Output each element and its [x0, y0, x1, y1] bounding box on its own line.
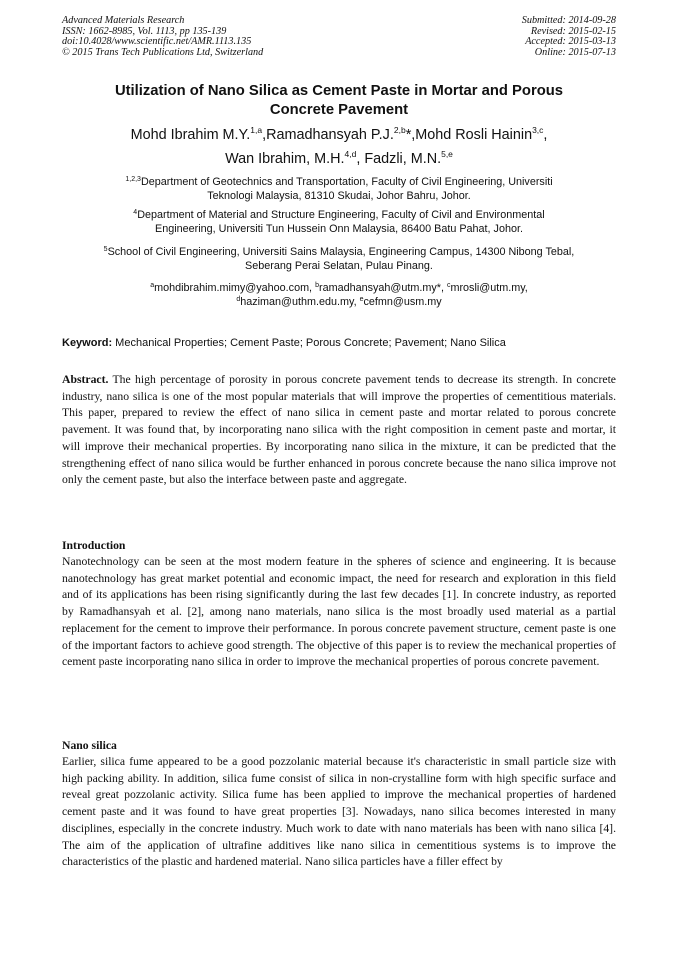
- affiliation-text: Department of Material and Structure Engineering, Faculty of Civil and Environmental: [137, 209, 545, 221]
- date-submitted: Submitted: 2014-09-28: [521, 15, 616, 26]
- email-address: cefmn@usm.my: [363, 295, 442, 308]
- affiliation-text: Department of Geotechnics and Transportation, Faculty of Civil Engineering, Universiti: [140, 176, 553, 188]
- email-address: mohdibrahim.mimy@yahoo.com,: [154, 282, 316, 294]
- date-accepted: Accepted: 2015-03-13: [525, 36, 616, 48]
- journal-doi: doi:10.4028/www.scientific.net/AMR.1113.135: [62, 36, 252, 48]
- keywords: [62, 336, 616, 350]
- author-line-1: [62, 124, 616, 146]
- nano-silica-heading: Nano silica: [62, 739, 117, 752]
- corresponding-mark: *: [405, 127, 412, 143]
- affiliation-2: [62, 209, 616, 236]
- affiliation-superscript: 1,2,3: [125, 176, 141, 183]
- journal-issn: ISSN: 1662-8985, Vol. 1113, pp 135-139: [62, 25, 227, 37]
- author-name: ,Mohd Rosli Hainin: [411, 127, 533, 143]
- email-address: haziman@uthm.edu.my,: [240, 295, 360, 308]
- email-superscript: c: [446, 282, 451, 289]
- journal-copyright: © 2015 Trans Tech Publications Ltd, Switzerland: [62, 46, 264, 58]
- affiliation-1: [62, 176, 616, 203]
- author-separator: ,: [543, 127, 548, 143]
- journal-name: Advanced Materials Research: [62, 15, 185, 26]
- author-name: ,Ramadhansyah P.J.: [262, 127, 394, 143]
- affiliation-superscript: 5: [103, 246, 108, 253]
- nano-silica-text: Earlier, silica fume appeared to be a good pozzolanic material because it's characteristic in small particle size with high packing ability. In addition, silica fume consist of silica in non-crystalline form with high specific surface and reveal great pozzolanic activity. Silica fume has been applied to improve the mechanical properties of hardened cement paste and it was found to have great properties [3]. Nowadays, nano silica becomes interested in many disciplines, especially in the concrete industry. Much work to date with nano materials has been with nano silica [4]. The aim of the application of ultrafine additives like nano silica in cementitious systems is to improve the characteristics of the plastic and hardened material. Nano silica particles have a filler effect by: [62, 755, 616, 869]
- author-superscript: 2,b: [393, 125, 406, 135]
- title-line-2: Concrete Pavement: [269, 101, 409, 118]
- affiliation-superscript: 4: [133, 209, 138, 216]
- affiliation-3: [62, 246, 616, 273]
- email-superscript: b: [315, 282, 319, 289]
- author-superscript: 4,d: [344, 149, 357, 159]
- email-address: mrosli@utm.my,: [450, 282, 528, 294]
- author-emails: [62, 282, 616, 309]
- author-line-2: [62, 148, 616, 170]
- affiliation-text: Engineering, Universiti Tun Hussein Onn Malaysia, 86400 Batu Pahat, Johor.: [155, 222, 523, 235]
- email-address: ramadhansyah@utm.my*,: [318, 282, 447, 294]
- affiliation-text: Teknologi Malaysia, 81310 Skudai, Johor Bahru, Johor.: [207, 189, 471, 202]
- affiliation-text: Seberang Perai Selatan, Pulau Pinang.: [245, 259, 433, 272]
- date-online: Online: 2015-07-13: [534, 46, 616, 58]
- author-name: , Fadzli, M.N.: [356, 151, 442, 167]
- affiliation-text: School of Civil Engineering, Universiti Sains Malaysia, Engineering Campus, 14300 Nibong Tebal,: [107, 246, 575, 258]
- email-superscript: d: [236, 295, 241, 303]
- journal-info: [62, 16, 263, 58]
- author-name: Mohd Ibrahim M.Y.: [130, 127, 251, 143]
- introduction-text: Nanotechnology can be seen at the most modern feature in the spheres of science and engineering. It is because nanotechnology has great market potential and economic impact, the need for research and exploration in this field and of its applications has been rising significantly during the last few decades [1]. In concrete industry, as reported by Ramadhansyah et al. [2], among nano materials, nano silica is the most broadly used material as a partial replacement for the cement to improve their performance. In porous concrete pavement structure, cement paste is one of the important factors to achieve good strength. The objective of this paper is to review the mechanical properties of cement paste incorporating nano silica in order to improve the mechanical properties of porous concrete pavement.: [62, 555, 616, 669]
- abstract-text: The high percentage of porosity in porous concrete pavement tends to decrease its strength. In concrete industry, nano silica is one of the most popular materials that will improve the properties of cementitious materials. This paper, prepared to review the effect of nano silica in cement paste and mortar related to porous concrete pavement. It was found that, by incorporating nano silica with the right composition in cement paste and mortar, it will improve their mechanical properties. By incorporating nano silica in the mixture, it can be predicted that the strengthening effect of nano silica would be further enhanced in porous concrete because the nano silica improve not only the cement paste, but also the interface between paste and aggregate.: [62, 373, 616, 487]
- author-superscript: 3,c: [532, 125, 544, 135]
- title-line-1: Utilization of Nano Silica as Cement Paste in Mortar and Porous: [114, 83, 564, 99]
- date-revised: Revised: 2015-02-15: [530, 25, 616, 37]
- author-superscript: 5,e: [441, 149, 453, 159]
- introduction-heading: Introduction: [62, 539, 126, 552]
- abstract: [62, 372, 616, 489]
- keyword-list: Mechanical Properties; Cement Paste; Porous Concrete; Pavement; Nano Silica: [112, 337, 506, 349]
- paper-title: [62, 82, 616, 119]
- article-dates: [522, 16, 616, 58]
- email-superscript: a: [150, 282, 155, 289]
- author-superscript: 1,a: [250, 125, 263, 135]
- author-name: Wan Ibrahim, M.H.: [225, 151, 345, 167]
- abstract-label: Abstract.: [62, 373, 109, 386]
- keyword-label: Keyword:: [62, 337, 113, 349]
- email-superscript: e: [359, 295, 364, 303]
